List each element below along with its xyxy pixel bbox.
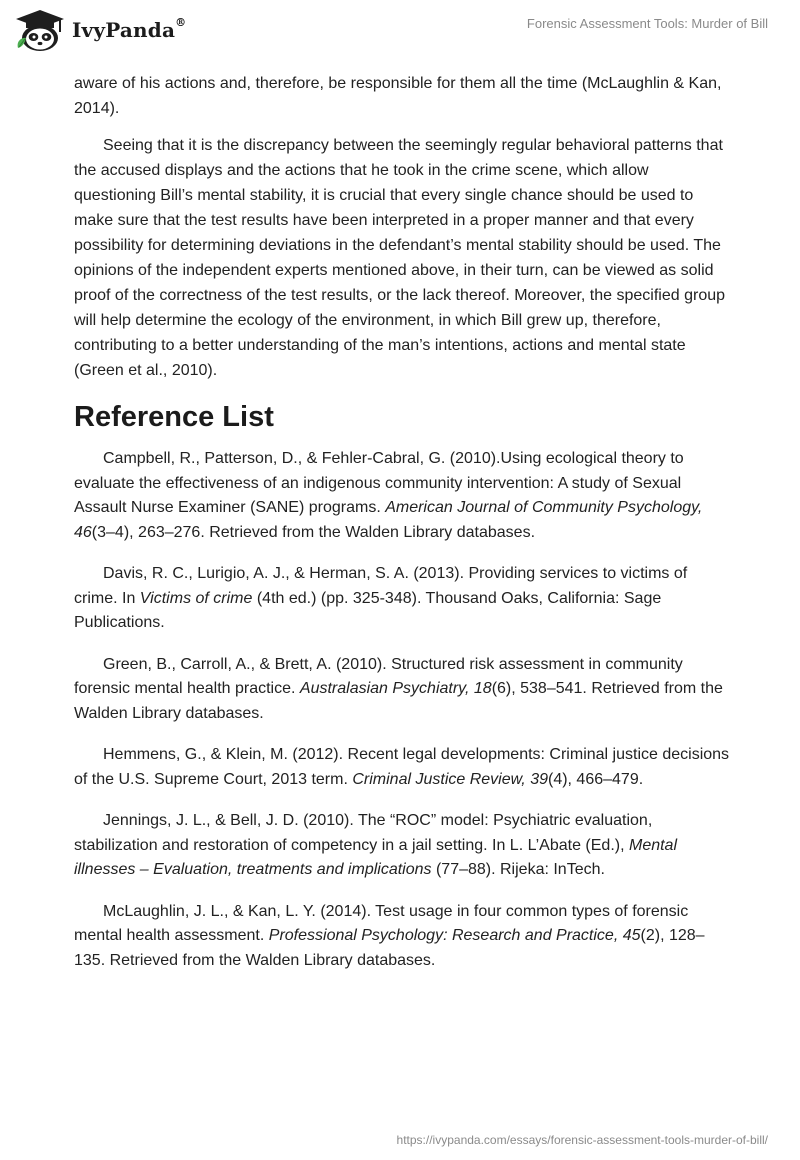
reference-entry [74, 900, 730, 974]
reference-text: Hemmens, G., & Klein, M. (2012). Recent legal developments: Criminal justice decisions of the U.S. Supreme Court, 2013 term. [74, 746, 730, 788]
panda-graduate-icon [14, 8, 66, 52]
reference-text: Davis, R. C., Lurigio, A. J., & Herman, S. A. (2013). Providing services to victims of crime. In [74, 565, 688, 607]
reference-list-heading: Reference List [74, 401, 274, 433]
page-header [0, 0, 800, 70]
document-title: Forensic Assessment Tools: Murder of Bill [526, 16, 768, 31]
reference-source: Mental illnesses – Evaluation, treatments and implications [74, 836, 678, 878]
reference-entry [74, 447, 730, 545]
logo-wordmark [72, 18, 186, 42]
reference-entry [74, 809, 730, 883]
reference-source: Professional Psychology: Research and Practice, 45 [268, 927, 641, 944]
body-paragraph-1: aware of his actions and, therefore, be responsible for them all the time (McLaughlin & Kan, 2014). [74, 75, 722, 117]
logo-text: IvyPanda [72, 18, 176, 42]
reference-details: (4th ed.) (pp. 325-348). Thousand Oaks, California: Sage Publications. [74, 589, 662, 631]
reference-details: (3–4), 263–276. Retrieved from the Walden Library databases. [91, 523, 536, 541]
reference-source: Victims of crime [139, 589, 253, 607]
reference-source: Australasian Psychiatry, 18 [299, 680, 492, 697]
ivypanda-logo[interactable] [14, 8, 186, 52]
registered-mark: ® [175, 16, 187, 29]
reference-details: (6), 538–541. Retrieved from the Walden Library databases. [74, 680, 723, 722]
reference-source: American Journal of Community Psychology, 46 [74, 499, 703, 541]
reference-text: Campbell, R., Patterson, D., & Fehler-Cabral, G. (2010).Using ecological theory to evaluate the effectiveness of an indigenous community intervention: A study of Sexual Assault Nurse Examiner (SANE) programs. [74, 450, 684, 516]
reference-entry [74, 562, 730, 636]
reference-entry [74, 653, 730, 727]
reference-text: Green, B., Carroll, A., & Brett, A. (2010). Structured risk assessment in community forensic mental health practice. [74, 655, 683, 697]
reference-source: Criminal Justice Review, 39 [352, 770, 548, 788]
reference-details: (2), 128–135. Retrieved from the Walden Library databases. [74, 927, 705, 969]
body-paragraph-2: Seeing that it is the discrepancy between the seemingly regular behavioral patterns that the accused displays and the actions that he took in the crime scene, which allow questioning Bill’s mental stability, it is crucial that every single chance should be used to make sure that the test results have been interpreted in a proper manner and that every possibility for determining deviations in the defendant’s mental stability should be used. The opinions of the independent experts mentioned above, in their turn, can be viewed as solid proof of the correctness of the test results, or the lack thereof. Moreover, the specified group will help determine the ecology of the environment, in which Bill grew up, therefore, contributing to a better understanding of the man’s intentions, actions and mental state (Green et al., 2010). [74, 137, 726, 379]
document-body [74, 71, 730, 990]
reference-details: (77–88). Rijeka: InTech. [431, 861, 605, 878]
reference-details: (4), 466–479. [547, 770, 644, 788]
reference-text: McLaughlin, J. L., & Kan, L. Y. (2014). Test usage in four common types of forensic mental health assessment. [74, 902, 689, 944]
source-url-link[interactable]: https://ivypanda.com/essays/forensic-assessment-tools-murder-of-bill/ [396, 1133, 768, 1147]
reference-text: Jennings, J. L., & Bell, J. D. (2010). The “ROC” model: Psychiatric evaluation, stabilization and restoration of competency in a jail setting. In L. L’Abate (Ed.), [74, 812, 653, 854]
reference-entry [74, 743, 730, 792]
